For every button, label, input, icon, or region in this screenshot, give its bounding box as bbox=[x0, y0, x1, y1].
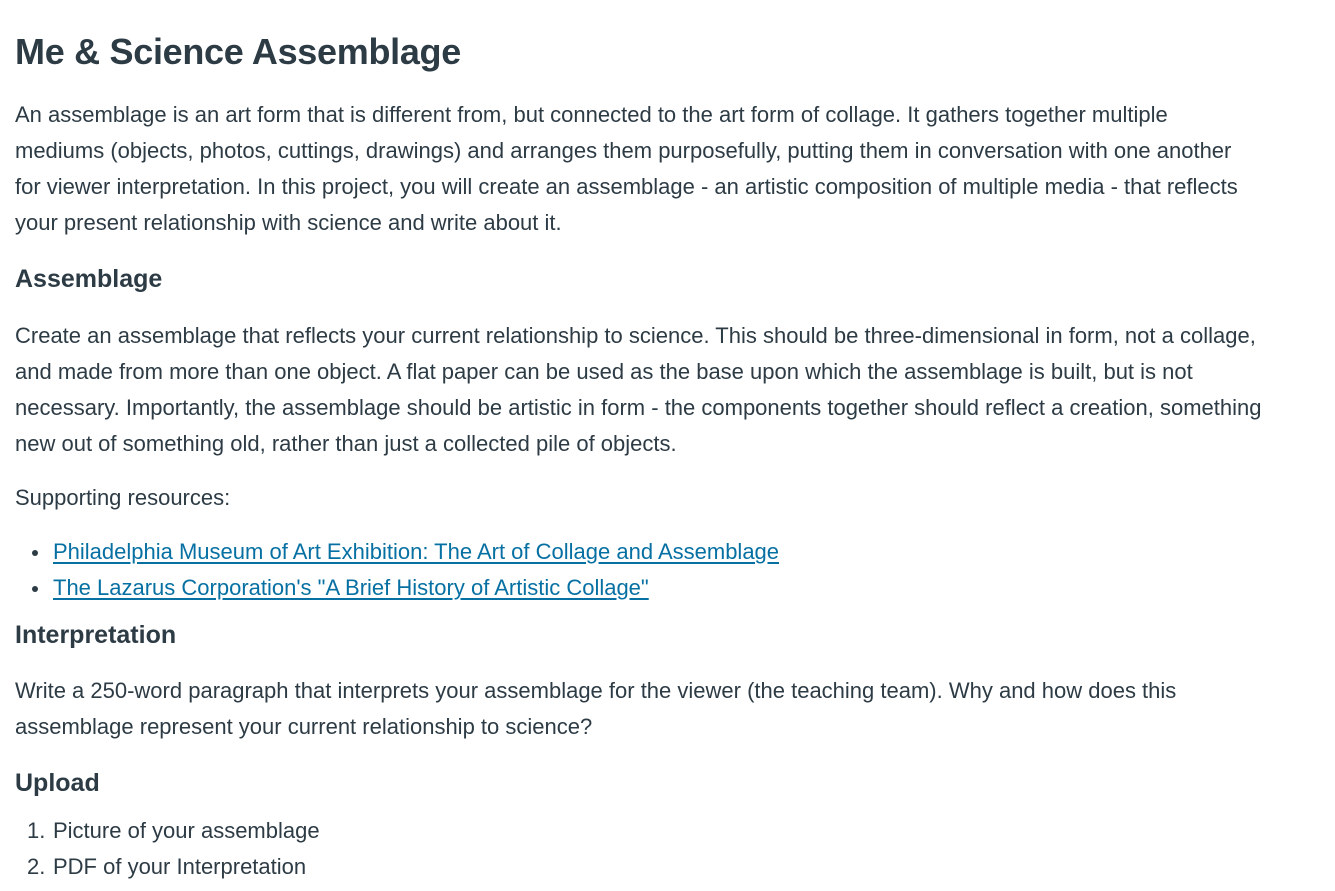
list-number: 2. bbox=[27, 854, 46, 879]
upload-heading: Upload bbox=[15, 769, 100, 797]
list-item bbox=[27, 813, 320, 849]
upload-item-pdf: PDF of your Interpretation bbox=[53, 854, 307, 879]
list-item bbox=[53, 534, 779, 570]
supporting-resources-label: Supporting resources: bbox=[15, 485, 231, 510]
upload-item-picture: Picture of your assemblage bbox=[53, 818, 320, 843]
interpretation-paragraph: Write a 250-word paragraph that interprets your assemblage for the viewer (the teaching team). Why and how does this assemblage represent your current relationship to science? bbox=[15, 678, 1177, 739]
list-item bbox=[53, 570, 779, 606]
page-title: Me & Science Assemblage bbox=[15, 31, 461, 72]
assemblage-heading: Assemblage bbox=[15, 265, 163, 293]
upload-list bbox=[15, 813, 320, 885]
lazarus-corporation-link[interactable]: The Lazarus Corporation's "A Brief History of Artistic Collage" bbox=[53, 575, 649, 600]
philadelphia-museum-link[interactable]: Philadelphia Museum of Art Exhibition: The Art of Collage and Assemblage bbox=[53, 539, 780, 564]
list-item bbox=[27, 849, 320, 885]
intro-paragraph: An assemblage is an art form that is different from, but connected to the art form of collage. It gathers together multiple mediums (objects, photos, cuttings, drawings) and arranges them purposefully, putting them in conversation with one another for viewer interpretation. In this project, you will create an assemblage - an artistic composition of multiple media - that reflects your present relationship with science and write about it. bbox=[15, 102, 1238, 235]
list-number: 1. bbox=[27, 818, 46, 843]
interpretation-heading: Interpretation bbox=[15, 621, 177, 649]
resource-links-list bbox=[15, 534, 779, 606]
assemblage-paragraph: Create an assemblage that reflects your current relationship to science. This should be three-dimensional in form, not a collage, and made from more than one object. A flat paper can be used as the base upon which the assemblage is built, but is not necessary. Importantly, the assemblage should be artistic in form - the components together should reflect a creation, something new out of something old, rather than just a collected pile of objects. bbox=[15, 323, 1262, 456]
